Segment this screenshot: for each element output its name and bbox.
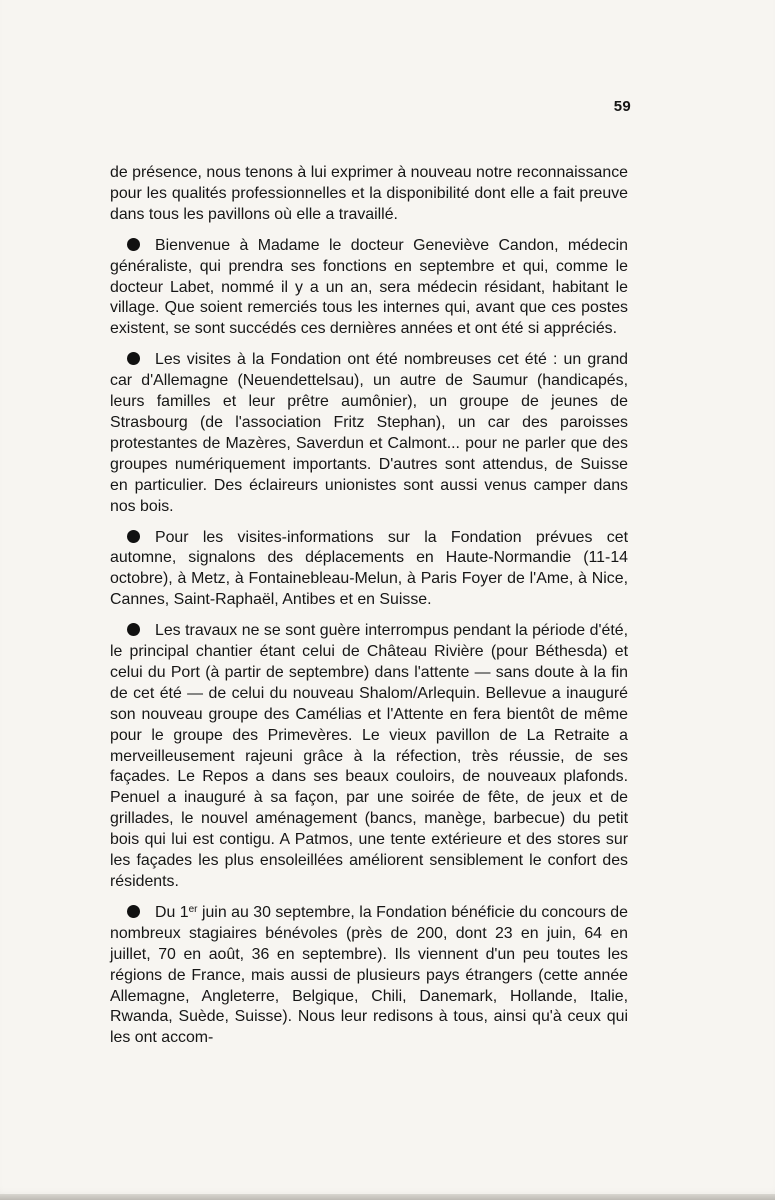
- paragraph-text: Bienvenue à Madame le docteur Geneviève Candon, médecin généraliste, qui prendra ses fonctions en septembre et qui, comme le docteur Labet, nommé il y a un an, sera médecin résidant, habitant le village. Que soient remerciés tous les internes qui, avant que ces postes existent, se sont succédés ces dernières années et ont été si appréciés.: [110, 236, 628, 338]
- superscript-ordinal: er: [188, 903, 198, 915]
- page-bottom-edge: [0, 1194, 775, 1200]
- bullet-icon: [127, 623, 140, 636]
- paragraph-bullet-stagiaires: [110, 903, 628, 1049]
- paragraph-text: de présence, nous tenons à lui exprimer à nouveau notre reconnaissance pour les qualités professionnelles et la disponibilité dont elle a fait preuve dans tous les pavillons où elle a travaillé.: [110, 164, 628, 223]
- paragraph-text: Pour les visites-informations sur la Fondation prévues cet automne, signalons des déplacements en Haute-Normandie (11-14 octobre), à Metz, à Fontainebleau-Melun, à Paris Foyer de l'Ame, à Nice, Cannes, Saint-Raphaël, Antibes et en Suisse.: [110, 528, 628, 609]
- paragraph-continuation: [110, 163, 628, 226]
- paragraph-bullet-candon: [110, 236, 628, 341]
- paragraph-bullet-informations: [110, 528, 628, 612]
- paragraph-text-prefix: Du 1: [155, 903, 189, 921]
- paragraph-text: Les visites à la Fondation ont été nombreuses cet été : un grand car d'Allemagne (Neuendettelsau), un autre de Saumur (handicapés, leurs familles et leur prêtre aumônier), un groupe de jeunes de Strasbourg (de l'association Fritz Stephan), un car des paroisses protestantes de Mazères, Saverdun et Calmont... pour ne parler que des groupes numériquement importants. D'autres sont attendus, de Suisse en particulier. Des éclaireurs unionistes sont aussi venus camper dans nos bois.: [110, 351, 628, 515]
- page-number: 59: [613, 98, 631, 115]
- paragraph-text: juin au 30 septembre, la Fondation bénéficie du concours de nombreux stagiaires bénévoles (près de 200, dont 23 en juin, 64 en juillet, 70 en août, 36 en septembre). Ils viennent d'un peu toutes les régions de France, mais aussi de plusieurs pays étrangers (cette année Allemagne, Angleterre, Belgique, Chili, Danemark, Hollande, Italie, Rwanda, Suède, Suisse). Nous leur redisons à tous, ainsi qu'à ceux qui les ont accom-: [110, 903, 628, 1047]
- bullet-icon: [127, 352, 140, 365]
- paragraph-bullet-travaux: [110, 621, 628, 893]
- bullet-icon: [127, 530, 140, 543]
- body-text: [110, 163, 628, 1059]
- paragraph-bullet-visites: [110, 350, 628, 517]
- bullet-icon: [127, 238, 140, 251]
- paragraph-text: Les travaux ne se sont guère interrompus pendant la période d'été, le principal chantier étant celui de Château Rivière (pour Béthesda) et celui du Port (à partir de septembre) dans l'attente — sans doute à la fin de cet été — de celui du nouveau Shalom/Arlequin. Bellevue a inauguré son nouveau groupe des Camélias et l'Attente en fera bientôt de même pour le groupe des Primevères. Le vieux pavillon de La Retraite a merveilleusement rajeuni grâce à la réfection, très réussie, de ses façades. Le Repos a dans ses beaux couloirs, de nouveaux plafonds. Penuel a inauguré à sa façon, par une soirée de fête, de jeux et de grillades, le nouvel aménagement (bancs, manège, barbecue) du petit bois qui lui est contigu. A Patmos, une tente extérieure et des stores sur les façades les plus ensoleillées améliorent sensiblement le confort des résidents.: [110, 622, 628, 890]
- bullet-icon: [127, 905, 140, 918]
